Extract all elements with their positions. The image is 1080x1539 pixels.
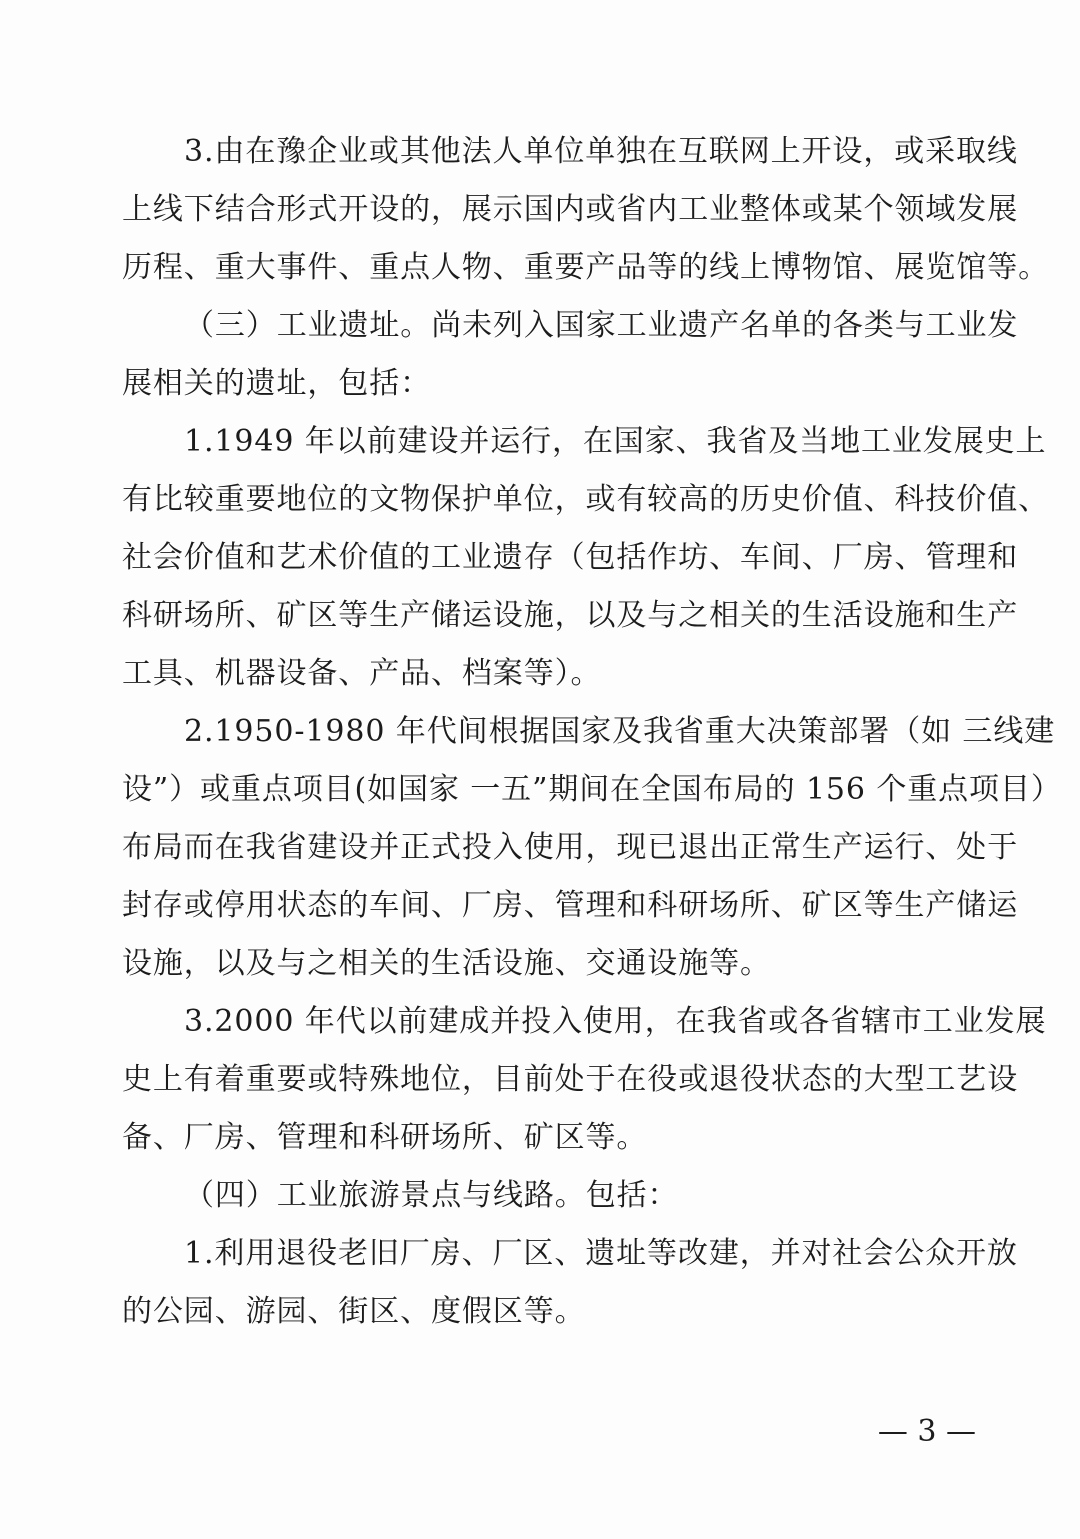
text-line: 设”）或重点项目(如国家 一五”期间在全国布局的 156 个重点项目） [122, 772, 1062, 807]
text-line: （四）工业旅游景点与线路。包括： [184, 1178, 679, 1213]
text-line: 社会价值和艺术价值的工业遗存（包括作坊、车间、厂房、管理和 [122, 540, 1019, 575]
text-line: 的公园、游园、街区、度假区等。 [122, 1294, 586, 1329]
text-line: 2.1950-1980 年代间根据国家及我省重大决策部署（如 三线建 [184, 714, 1056, 749]
paragraph [122, 123, 1049, 297]
text-line: 上线下结合形式开设的，展示国内或省内工业整体或某个领域发展 [122, 192, 1019, 227]
paragraph [122, 1225, 1018, 1341]
paragraph [122, 413, 1049, 703]
text-line: 史上有着重要或特殊地位，目前处于在役或退役状态的大型工艺设 [122, 1062, 1019, 1097]
page-number: — 3 — [877, 1414, 976, 1449]
text-line: 历程、重大事件、重点人物、重要产品等的线上博物馆、展览馆等。 [122, 250, 1049, 285]
text-line: 3.由在豫企业或其他法人单位单独在互联网上开设，或采取线 [184, 134, 1018, 169]
paragraph [122, 703, 1062, 993]
text-line: 设施，以及与之相关的生活设施、交通设施等。 [122, 946, 771, 981]
text-line: 展相关的遗址，包括： [122, 366, 431, 401]
text-line: （三）工业遗址。尚未列入国家工业遗产名单的各类与工业发 [184, 308, 1019, 343]
paragraph [122, 993, 1047, 1167]
text-line: 封存或停用状态的车间、厂房、管理和科研场所、矿区等生产储运 [122, 888, 1019, 923]
paragraph [122, 1167, 984, 1225]
text-line: 工具、机器设备、产品、档案等）。 [122, 656, 602, 691]
text-line: 备、厂房、管理和科研场所、矿区等。 [122, 1120, 648, 1155]
text-line: 布局而在我省建设并正式投入使用，现已退出正常生产运行、处于 [122, 830, 1019, 865]
text-line: 1.1949 年以前建设并运行，在国家、我省及当地工业发展史上 [184, 424, 1047, 459]
text-line: 3.2000 年代以前建成并投入使用，在我省或各省辖市工业发展 [184, 1004, 1047, 1039]
text-line: 1.利用退役老旧厂房、厂区、遗址等改建，并对社会公众开放 [184, 1236, 1018, 1271]
paragraph [122, 297, 1019, 413]
text-line: 有比较重要地位的文物保护单位，或有较高的历史价值、科技价值、 [122, 482, 1049, 517]
document-body [122, 123, 1062, 1341]
text-line: 科研场所、矿区等生产储运设施，以及与之相关的生活设施和生产 [122, 598, 1019, 633]
